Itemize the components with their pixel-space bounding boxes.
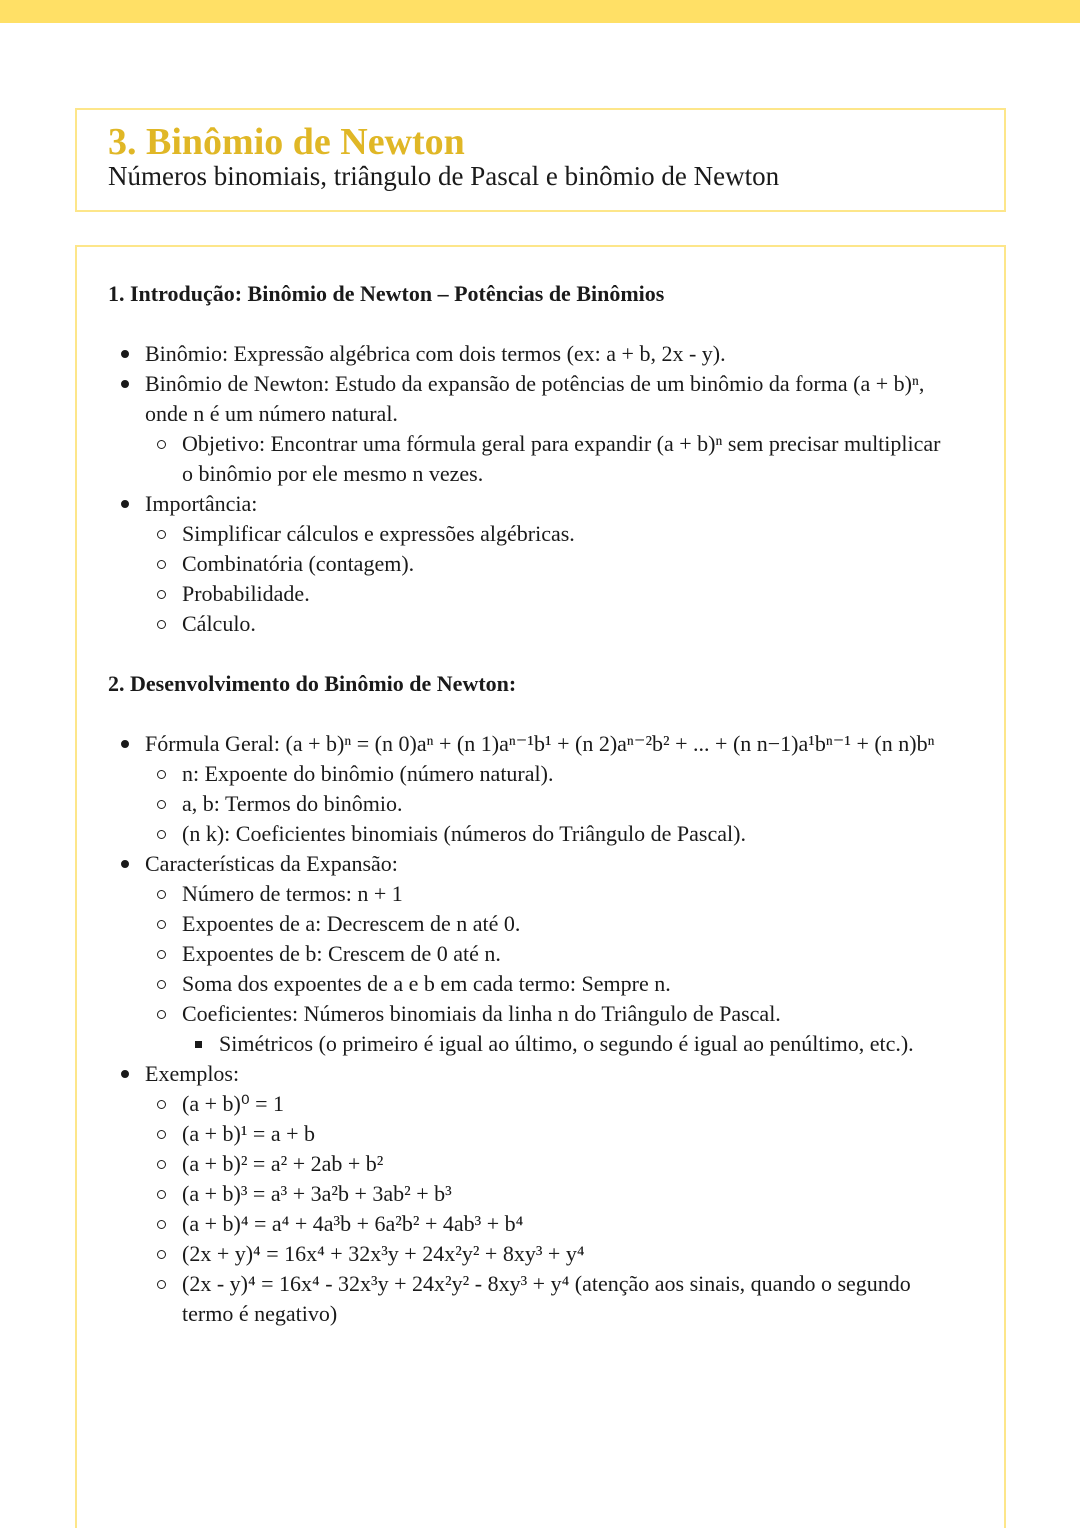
bullet-circle: [157, 1160, 166, 1169]
bullet-circle: [157, 530, 166, 539]
example-item-continuation: termo é negativo): [182, 1301, 338, 1326]
list-item: Simplificar cálculos e expressões algébricas.: [182, 521, 575, 546]
bullet-circle: [157, 800, 166, 809]
list-item: a, b: Termos do binômio.: [182, 791, 403, 816]
example-item: (a + b)² = a² + 2ab + b²: [182, 1151, 384, 1176]
list-item-continuation: onde n é um número natural.: [145, 401, 398, 426]
bullet-disc: [121, 350, 129, 358]
list-item: Binômio: Expressão algébrica com dois termos (ex: a + b, 2x - y).: [145, 341, 726, 366]
bullet-circle: [157, 1280, 166, 1289]
bullet-circle: [157, 770, 166, 779]
list-item: Cálculo.: [182, 611, 256, 636]
header-box: [75, 108, 1006, 212]
list-item: Binômio de Newton: Estudo da expansão de potências de um binômio da forma (a + b)ⁿ,: [145, 371, 925, 396]
bullet-disc: [121, 500, 129, 508]
section-2-heading: 2. Desenvolvimento do Binômio de Newton:: [108, 671, 517, 696]
top-accent-bar: [0, 0, 1080, 23]
example-item: (a + b)¹ = a + b: [182, 1121, 315, 1146]
list-item: (n k): Coeficientes binomiais (números do Triângulo de Pascal).: [182, 821, 746, 846]
example-item: (2x + y)⁴ = 16x⁴ + 32x³y + 24x²y² + 8xy³ + y⁴: [182, 1241, 585, 1266]
list-item-continuation: o binômio por ele mesmo n vezes.: [182, 461, 484, 486]
bullet-circle: [157, 620, 166, 629]
list-item: Simétricos (o primeiro é igual ao último, o segundo é igual ao penúltimo, etc.).: [219, 1031, 914, 1056]
bullet-circle: [157, 950, 166, 959]
example-item: (2x - y)⁴ = 16x⁴ - 32x³y + 24x²y² - 8xy³ + y⁴ (atenção aos sinais, quando o segundo: [182, 1271, 911, 1296]
bullet-disc: [121, 1070, 129, 1078]
bullet-circle: [157, 980, 166, 989]
example-item: (a + b)⁴ = a⁴ + 4a³b + 6a²b² + 4ab³ + b⁴: [182, 1211, 524, 1236]
formula-line: Fórmula Geral: (a + b)ⁿ = (n 0)aⁿ + (n 1)aⁿ⁻¹b¹ + (n 2)aⁿ⁻²b² + ... + (n n−1)a¹bⁿ⁻¹ + (n n)bⁿ: [145, 731, 935, 756]
page-title: 3. Binômio de Newton: [108, 121, 465, 163]
bullet-circle: [157, 440, 166, 449]
list-item: n: Expoente do binômio (número natural).: [182, 761, 554, 786]
list-item: Importância:: [145, 491, 258, 516]
bullet-circle: [157, 560, 166, 569]
list-item: Probabilidade.: [182, 581, 310, 606]
example-item: (a + b)⁰ = 1: [182, 1091, 285, 1116]
bullet-circle: [157, 1100, 166, 1109]
example-item: (a + b)³ = a³ + 3a²b + 3ab² + b³: [182, 1181, 452, 1206]
list-item: Exemplos:: [145, 1061, 240, 1086]
bullet-disc: [121, 740, 129, 748]
bullet-square: [195, 1041, 202, 1048]
list-item: Características da Expansão:: [145, 851, 398, 876]
bullet-circle: [157, 1220, 166, 1229]
list-item: Objetivo: Encontrar uma fórmula geral para expandir (a + b)ⁿ sem precisar multiplicar: [182, 431, 941, 456]
bullet-circle: [157, 890, 166, 899]
bullet-circle: [157, 1130, 166, 1139]
list-item: Número de termos: n + 1: [182, 881, 403, 906]
list-item: Expoentes de b: Crescem de 0 até n.: [182, 941, 501, 966]
list-item: Coeficientes: Números binomiais da linha n do Triângulo de Pascal.: [182, 1001, 781, 1026]
bullet-disc: [121, 380, 129, 388]
page-subtitle: Números binomiais, triângulo de Pascal e binômio de Newton: [108, 161, 780, 191]
bullet-circle: [157, 1250, 166, 1259]
bullet-circle: [157, 920, 166, 929]
section-1-heading: 1. Introdução: Binômio de Newton – Potências de Binômios: [108, 281, 665, 306]
list-item: Expoentes de a: Decrescem de n até 0.: [182, 911, 521, 936]
bullet-circle: [157, 1190, 166, 1199]
bullet-circle: [157, 590, 166, 599]
list-item: Soma dos expoentes de a e b em cada termo: Sempre n.: [182, 971, 671, 996]
bullet-disc: [121, 860, 129, 868]
bullet-circle: [157, 1010, 166, 1019]
list-item: Combinatória (contagem).: [182, 551, 415, 576]
bullet-circle: [157, 830, 166, 839]
